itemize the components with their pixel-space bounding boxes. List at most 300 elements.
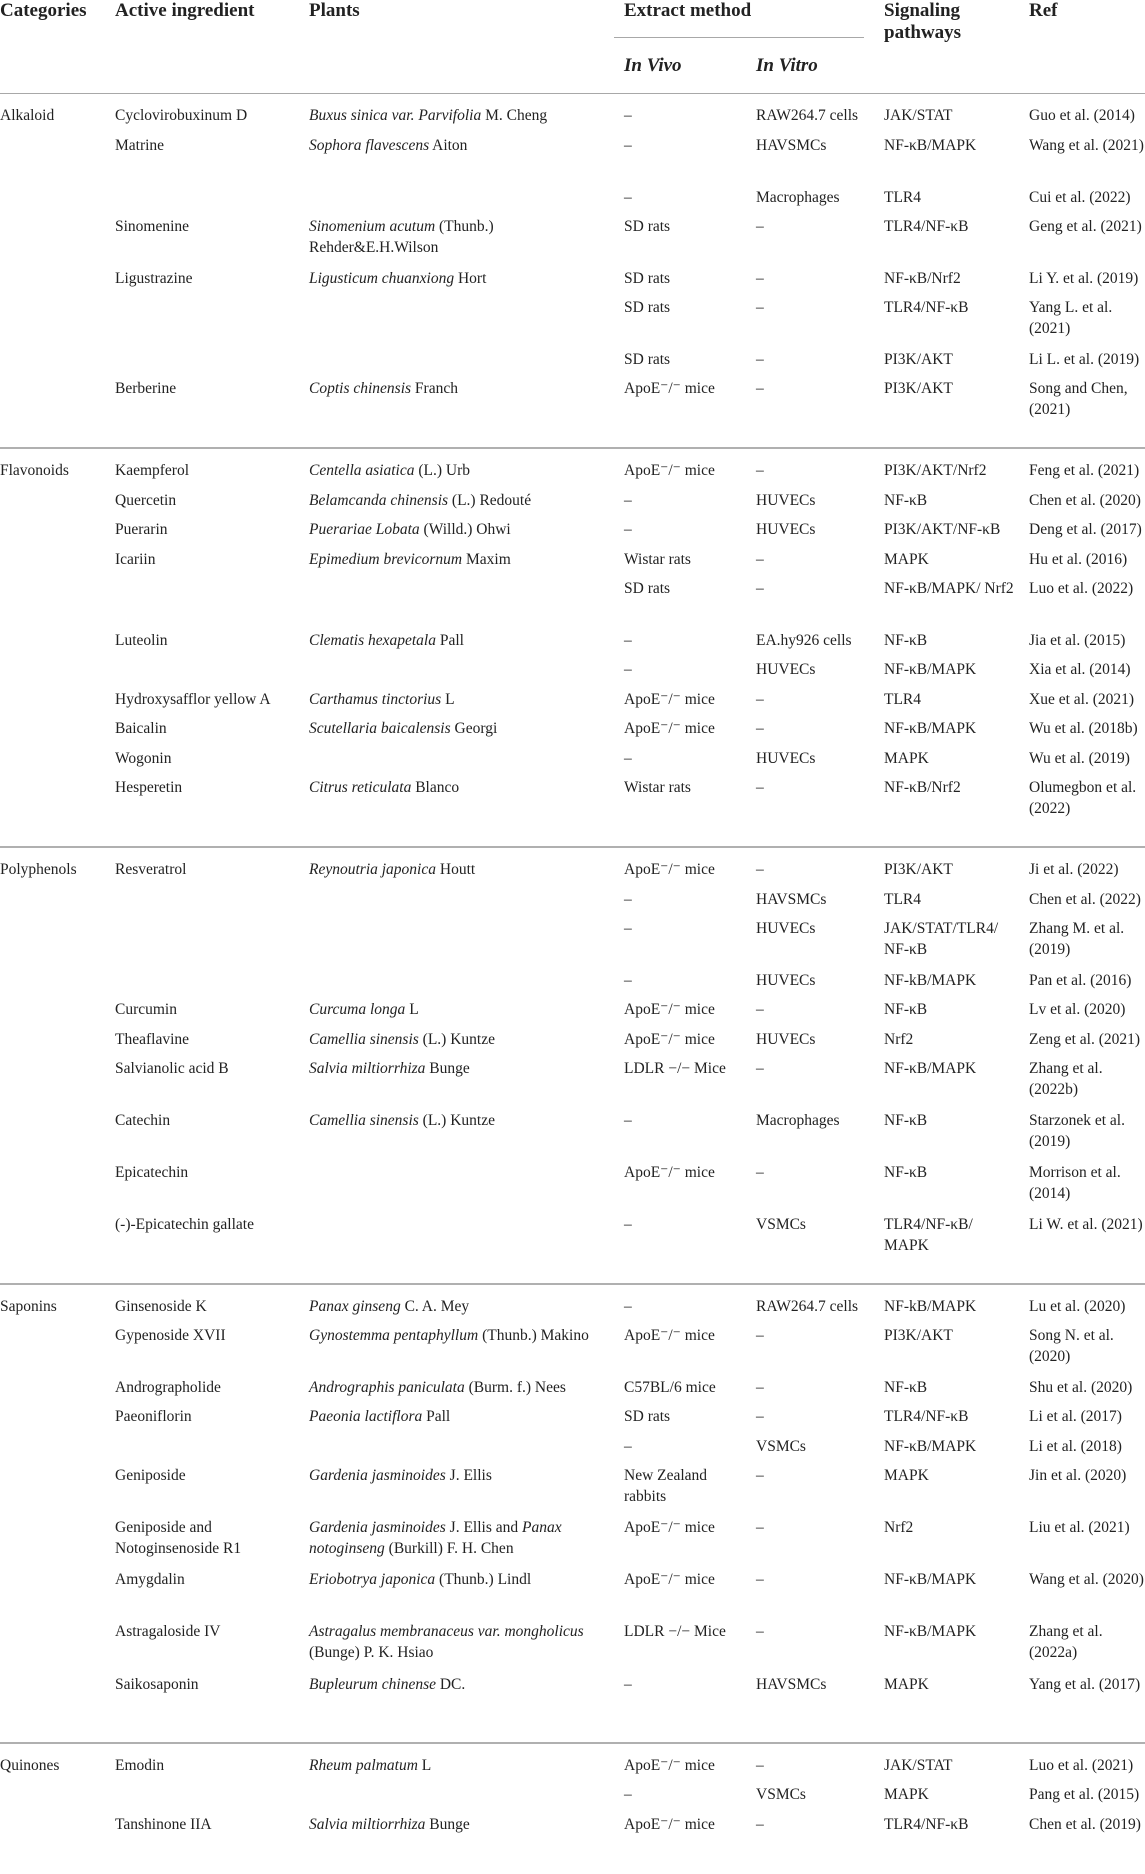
plant-authority: Pall	[422, 1408, 451, 1425]
plant-species-name: Gardenia jasminoides	[309, 1467, 446, 1484]
signaling-pathway-cell: TLR4/NF-κB	[884, 1816, 969, 1833]
reference-cell: Zhang et al. (2022a)	[1029, 1623, 1103, 1661]
active-ingredient-cell: Epicatechin	[115, 1164, 189, 1181]
in-vitro-cell: –	[756, 1571, 764, 1588]
reference-cell: Luo et al. (2022)	[1029, 580, 1134, 597]
in-vitro-cell: –	[756, 691, 764, 708]
in-vitro-cell: RAW264.7 cells	[756, 107, 859, 124]
in-vitro-cell: –	[756, 1379, 764, 1396]
active-ingredient-cell: Luteolin	[115, 632, 168, 649]
in-vitro-cell: –	[756, 351, 764, 368]
in-vivo-cell: LDLR −/− Mice	[624, 1623, 726, 1640]
plant-authority: (L.) Kuntze	[418, 1112, 495, 1129]
plant-species-name: Carthamus tinctorius	[309, 691, 442, 708]
plant-species-name: Astragalus membranaceus var. mongholicus	[309, 1623, 584, 1640]
reference-cell: Lv et al. (2020)	[1029, 1001, 1126, 1018]
category-cell: Quinones	[0, 1757, 60, 1774]
active-ingredient-cell: Berberine	[115, 380, 177, 397]
table-row	[0, 1814, 1145, 1874]
plant-cell	[309, 460, 614, 481]
in-vitro-cell: VSMCs	[756, 1438, 806, 1455]
in-vitro-cell: –	[756, 1164, 764, 1181]
signaling-pathway-cell: NF-κB/MAPK	[884, 720, 977, 737]
in-vivo-cell: SD rats	[624, 580, 671, 597]
reference-cell: Deng et al. (2017)	[1029, 521, 1142, 538]
plant-cell	[309, 1674, 614, 1695]
reference-cell: Zeng et al. (2021)	[1029, 1031, 1141, 1048]
in-vivo-cell: ApoE⁻/⁻ mice	[624, 1816, 715, 1833]
signaling-pathway-cell: PI3K/AKT/Nrf2	[884, 462, 987, 479]
plant-cell	[309, 1325, 614, 1346]
active-ingredient-cell: Hesperetin	[115, 779, 183, 796]
header-signaling-line1: Signaling	[884, 0, 961, 21]
signaling-pathway-cell: PI3K/AKT	[884, 861, 953, 878]
plant-authority: (L.) Kuntze	[418, 1031, 495, 1048]
in-vivo-cell: ApoE⁻/⁻ mice	[624, 1571, 715, 1588]
active-ingredient-cell: Emodin	[115, 1757, 165, 1774]
reference-cell: Guo et al. (2014)	[1029, 107, 1135, 124]
plant-cell	[309, 1517, 614, 1559]
in-vitro-cell: –	[756, 1060, 764, 1077]
in-vivo-cell: ApoE⁻/⁻ mice	[624, 1001, 715, 1018]
plant-authority: (Bunge) P. K. Hsiao	[309, 1644, 434, 1661]
signaling-pathway-cell: TLR4	[884, 691, 922, 708]
signaling-pathway-cell: PI3K/AKT	[884, 351, 953, 368]
plant-species-name: Scutellaria baicalensis	[309, 720, 451, 737]
reference-cell: Li et al. (2018)	[1029, 1438, 1122, 1455]
signaling-pathway-cell: NF-κB	[884, 492, 928, 509]
reference-cell: Wu et al. (2018b)	[1029, 720, 1138, 737]
signaling-pathway-cell: Nrf2	[884, 1519, 914, 1536]
table-row	[0, 1517, 1145, 1577]
plant-authority: Bunge	[425, 1060, 470, 1077]
active-ingredient-cell: Resveratrol	[115, 861, 187, 878]
table-row	[0, 777, 1145, 837]
header-signaling-line2: pathways	[884, 22, 962, 43]
plant-species-name: Gynostemma pentaphyllum	[309, 1327, 479, 1344]
in-vivo-cell: ApoE⁻/⁻ mice	[624, 1031, 715, 1048]
in-vivo-cell: ApoE⁻/⁻ mice	[624, 462, 715, 479]
in-vitro-cell: HUVECs	[756, 521, 816, 538]
reference-cell: Li et al. (2017)	[1029, 1408, 1122, 1425]
in-vivo-cell: SD rats	[624, 351, 671, 368]
header-categories: Categories	[0, 0, 87, 21]
reference-cell: Wang et al. (2021)	[1029, 137, 1144, 154]
extract-method-rule	[614, 37, 864, 38]
in-vivo-cell: ApoE⁻/⁻ mice	[624, 691, 715, 708]
plant-species-name: Epimedium brevicornum	[309, 551, 463, 568]
plant-authority: Pall	[436, 632, 464, 649]
reference-cell: Jin et al. (2020)	[1029, 1467, 1127, 1484]
reference-cell: Shu et al. (2020)	[1029, 1379, 1133, 1396]
plant-species-name: Ligusticum chuanxiong	[309, 270, 455, 287]
reference-cell: Pan et al. (2016)	[1029, 972, 1132, 989]
in-vitro-cell: –	[756, 462, 764, 479]
signaling-pathway-cell: NF-κB	[884, 1112, 928, 1129]
signaling-pathway-cell: TLR4/NF-κB	[884, 218, 969, 235]
in-vivo-cell: –	[624, 750, 632, 767]
plant-cell	[309, 1110, 614, 1131]
plant-cell	[309, 1621, 614, 1663]
reference-cell: Ji et al. (2022)	[1029, 861, 1119, 878]
signaling-pathway-cell: JAK/STAT	[884, 107, 953, 124]
plant-authority: M. Cheng	[481, 107, 548, 124]
plant-cell	[309, 216, 614, 258]
plant-cell	[309, 1377, 614, 1398]
plant-authority: L	[405, 1001, 419, 1018]
in-vitro-cell: –	[756, 1467, 764, 1484]
header-ref: Ref	[1029, 0, 1058, 21]
plant-cell	[309, 999, 614, 1020]
in-vivo-cell: ApoE⁻/⁻ mice	[624, 1327, 715, 1344]
active-ingredient-cell: Curcumin	[115, 1001, 177, 1018]
in-vivo-cell: –	[624, 137, 632, 154]
plant-authority: (Thunb.) Rehder&E.H.Wilson	[309, 218, 494, 256]
active-ingredient-cell: Cyclovirobuxinum D	[115, 107, 248, 124]
in-vivo-cell: –	[624, 632, 632, 649]
plant-species-name: Reynoutria japonica	[309, 861, 436, 878]
active-ingredient-cell: Matrine	[115, 137, 165, 154]
category-cell: Polyphenols	[0, 861, 77, 878]
active-ingredient-cell: Baicalin	[115, 720, 167, 737]
plant-authority: Hort	[454, 270, 487, 287]
category-separator-rule	[0, 1742, 1145, 1744]
plant-authority: (L.) Redouté	[448, 492, 532, 509]
in-vitro-cell: HUVECs	[756, 750, 816, 767]
in-vivo-cell: –	[624, 920, 632, 937]
table-row	[0, 1162, 1145, 1222]
in-vivo-cell: –	[624, 1676, 632, 1693]
in-vivo-cell: C57BL/6 mice	[624, 1379, 716, 1396]
active-ingredient-cell: Amygdalin	[115, 1571, 185, 1588]
signaling-pathway-cell: NF-κB	[884, 1001, 928, 1018]
in-vitro-cell: –	[756, 720, 764, 737]
plant-authority: (Burm. f.) Nees	[464, 1379, 566, 1396]
plant-cell	[309, 630, 614, 651]
signaling-pathway-cell: PI3K/AKT/NF-κB	[884, 521, 1001, 538]
active-ingredient-cell: Theaflavine	[115, 1031, 190, 1048]
signaling-pathway-cell: NF-κB	[884, 632, 928, 649]
active-ingredient-cell: Hydroxysafflor yellow A	[115, 691, 271, 708]
reference-cell: Li Y. et al. (2019)	[1029, 270, 1139, 287]
header-bottom-rule	[0, 93, 1145, 94]
active-ingredient-cell: Astragaloside IV	[115, 1623, 221, 1640]
plant-cell	[309, 1296, 614, 1317]
signaling-pathway-cell: TLR4	[884, 189, 922, 206]
plant-authority: (Burkill) F. H. Chen	[384, 1540, 514, 1557]
active-ingredient-cell: Puerarin	[115, 521, 168, 538]
plant-cell	[309, 1406, 614, 1427]
plant-authority: (Willd.) Ohwi	[419, 521, 511, 538]
reference-cell: Yang L. et al. (2021)	[1029, 299, 1113, 337]
in-vitro-cell: HAVSMCs	[756, 891, 827, 908]
in-vitro-cell: Macrophages	[756, 1112, 840, 1129]
plant-authority: L	[441, 691, 455, 708]
in-vitro-cell: –	[756, 299, 764, 316]
reference-cell: Feng et al. (2021)	[1029, 462, 1140, 479]
reference-cell: Zhang M. et al. (2019)	[1029, 920, 1125, 958]
in-vivo-cell: –	[624, 521, 632, 538]
signaling-pathway-cell: MAPK	[884, 1676, 929, 1693]
active-ingredient-cell: Andrographolide	[115, 1379, 221, 1396]
plant-authority: Houtt	[436, 861, 476, 878]
in-vivo-cell: –	[624, 1112, 632, 1129]
plant-authority: Bunge	[425, 1816, 470, 1833]
signaling-pathway-cell: TLR4	[884, 891, 922, 908]
active-ingredient-cell: Geniposide and Notoginsenoside R1	[115, 1519, 242, 1557]
active-ingredient-cell: Quercetin	[115, 492, 177, 509]
in-vitro-cell: –	[756, 580, 764, 597]
signaling-pathway-cell: TLR4/NF-κB	[884, 1408, 969, 1425]
in-vivo-cell: SD rats	[624, 1408, 671, 1425]
table-row	[0, 1674, 1145, 1734]
plant-cell	[309, 105, 614, 126]
plant-authority: (L.) Urb	[414, 462, 471, 479]
in-vivo-cell: –	[624, 189, 632, 206]
signaling-pathway-cell: MAPK	[884, 1467, 929, 1484]
plant-cell	[309, 378, 614, 399]
reference-cell: Wang et al. (2020)	[1029, 1571, 1144, 1588]
active-ingredient-cell: Geniposide	[115, 1467, 186, 1484]
reference-cell: Chen et al. (2022)	[1029, 891, 1141, 908]
in-vitro-cell: HAVSMCs	[756, 1676, 827, 1693]
signaling-pathway-cell: JAK/STAT	[884, 1757, 953, 1774]
in-vivo-cell: –	[624, 1216, 632, 1233]
plant-cell	[309, 1029, 614, 1050]
plant-cell	[309, 859, 614, 880]
in-vitro-cell: –	[756, 1408, 764, 1425]
in-vitro-cell: HUVECs	[756, 1031, 816, 1048]
signaling-pathway-cell: PI3K/AKT	[884, 380, 953, 397]
header-extract-method: Extract method	[624, 0, 752, 21]
in-vivo-cell: ApoE⁻/⁻ mice	[624, 1164, 715, 1181]
plant-cell	[309, 268, 614, 289]
plant-authority: L	[417, 1757, 432, 1774]
category-separator-rule	[0, 846, 1145, 848]
table-row	[0, 918, 1145, 978]
active-ingredient-cell: Catechin	[115, 1112, 171, 1129]
plant-authority: J. Ellis	[445, 1467, 492, 1484]
in-vivo-cell: –	[624, 661, 632, 678]
active-ingredient-cell: Sinomenine	[115, 218, 190, 235]
active-ingredient-cell: Saikosaponin	[115, 1676, 199, 1693]
reference-cell: Starzonek et al. (2019)	[1029, 1112, 1125, 1150]
in-vitro-cell: –	[756, 270, 764, 287]
in-vitro-cell: –	[756, 1816, 764, 1833]
reference-cell: Cui et al. (2022)	[1029, 189, 1131, 206]
in-vivo-cell: SD rats	[624, 218, 671, 235]
plant-authority: (Thunb.) Makino	[478, 1327, 589, 1344]
reference-cell: Song and Chen, (2021)	[1029, 380, 1128, 418]
plant-cell	[309, 490, 614, 511]
active-ingredient-cell: Gypenoside XVII	[115, 1327, 226, 1344]
in-vitro-cell: EA.hy926 cells	[756, 632, 852, 649]
signaling-pathway-cell: NF-κB/MAPK	[884, 137, 977, 154]
in-vivo-cell: –	[624, 492, 632, 509]
signaling-pathway-cell: NF-κB/MAPK	[884, 661, 977, 678]
plant-species-name: Curcuma longa	[309, 1001, 406, 1018]
in-vitro-cell: –	[756, 779, 764, 796]
plant-cell	[309, 135, 614, 156]
in-vivo-cell: Wistar rats	[624, 779, 691, 796]
reference-cell: Hu et al. (2016)	[1029, 551, 1128, 568]
active-ingredient-cell: Paeoniflorin	[115, 1408, 192, 1425]
reference-cell: Li W. et al. (2021)	[1029, 1216, 1143, 1233]
in-vitro-cell: –	[756, 551, 764, 568]
in-vivo-cell: ApoE⁻/⁻ mice	[624, 861, 715, 878]
reference-cell: Liu et al. (2021)	[1029, 1519, 1130, 1536]
plant-species-name: Camellia sinensis	[309, 1112, 419, 1129]
plant-species-name: Rheum palmatum	[309, 1757, 418, 1774]
in-vivo-cell: –	[624, 107, 632, 124]
signaling-pathway-cell: MAPK	[884, 551, 929, 568]
in-vivo-cell: New Zealand rabbits	[624, 1467, 708, 1505]
signaling-pathway-cell: TLR4/NF-κB/ MAPK	[884, 1216, 973, 1254]
in-vitro-cell: –	[756, 1519, 764, 1536]
table-row	[0, 1058, 1145, 1118]
active-ingredient-cell: Kaempferol	[115, 462, 190, 479]
table-row	[0, 1325, 1145, 1385]
signaling-pathway-cell: PI3K/AKT	[884, 1327, 953, 1344]
plant-authority: DC.	[435, 1676, 466, 1693]
signaling-pathway-cell: NF-κB	[884, 1379, 928, 1396]
plant-species-name: Buxus sinica var. Parvifolia	[309, 107, 482, 124]
reference-cell: Chen et al. (2019)	[1029, 1816, 1141, 1833]
in-vitro-cell: –	[756, 1757, 764, 1774]
plant-species-name: Eriobotrya japonica	[309, 1571, 436, 1588]
plant-species-name: Camellia sinensis	[309, 1031, 419, 1048]
plant-species-name: Panax notoginseng	[309, 1519, 562, 1557]
reference-cell: Olumegbon et al. (2022)	[1029, 779, 1137, 817]
plant-species-name: Bupleurum chinense	[309, 1676, 436, 1693]
header-in-vitro: In Vitro	[756, 55, 818, 76]
in-vivo-cell: –	[624, 1786, 632, 1803]
category-cell: Flavonoids	[0, 462, 69, 479]
in-vivo-cell: SD rats	[624, 270, 671, 287]
in-vitro-cell: –	[756, 861, 764, 878]
active-ingredient-cell: Ligustrazine	[115, 270, 193, 287]
category-separator-rule	[0, 447, 1145, 449]
in-vitro-cell: Macrophages	[756, 189, 840, 206]
in-vivo-cell: ApoE⁻/⁻ mice	[624, 720, 715, 737]
plant-authority: Franch	[411, 380, 458, 397]
signaling-pathway-cell: NF-κB/MAPK	[884, 1060, 977, 1077]
table-row	[0, 297, 1145, 357]
reference-cell: Zhang et al. (2022b)	[1029, 1060, 1103, 1098]
header-in-vivo: In Vivo	[624, 55, 682, 76]
plant-authority: Aiton	[429, 137, 468, 154]
table-row	[0, 135, 1145, 195]
table-row	[0, 1621, 1145, 1681]
signaling-pathway-cell: NF-κB/MAPK	[884, 1438, 977, 1455]
plant-cell	[309, 1755, 614, 1776]
plant-species-name: Salvia miltiorrhiza	[309, 1816, 426, 1833]
in-vitro-cell: –	[756, 1327, 764, 1344]
reference-cell: Geng et al. (2021)	[1029, 218, 1142, 235]
plant-species-name: Paeonia lactiflora	[309, 1408, 423, 1425]
in-vivo-cell: –	[624, 1438, 632, 1455]
reference-cell: Chen et al. (2020)	[1029, 492, 1141, 509]
signaling-pathway-cell: NF-κB/Nrf2	[884, 779, 961, 796]
signaling-pathway-cell: MAPK	[884, 1786, 929, 1803]
reference-cell: Jia et al. (2015)	[1029, 632, 1126, 649]
table-row	[0, 1569, 1145, 1629]
plant-cell	[309, 1465, 614, 1486]
signaling-pathway-cell: Nrf2	[884, 1031, 914, 1048]
in-vivo-cell: LDLR −/− Mice	[624, 1060, 726, 1077]
plant-authority: Georgi	[450, 720, 498, 737]
in-vivo-cell: –	[624, 972, 632, 989]
reference-cell: Xue et al. (2021)	[1029, 691, 1135, 708]
table-row	[0, 378, 1145, 438]
plant-species-name: Sophora flavescens	[309, 137, 430, 154]
in-vitro-cell: –	[756, 218, 764, 235]
signaling-pathway-cell: NF-kB/MAPK	[884, 1298, 977, 1315]
plant-authority: Maxim	[462, 551, 511, 568]
signaling-pathway-cell: NF-κB/Nrf2	[884, 270, 961, 287]
signaling-pathway-cell: NF-kB/MAPK	[884, 972, 977, 989]
in-vitro-cell: HUVECs	[756, 661, 816, 678]
plant-cell	[309, 777, 614, 798]
category-separator-rule	[0, 1283, 1145, 1285]
signaling-pathway-cell: MAPK	[884, 750, 929, 767]
in-vivo-cell: –	[624, 891, 632, 908]
plant-species-name: Panax ginseng	[309, 1298, 401, 1315]
signaling-pathway-cell: NF-κB/MAPK	[884, 1623, 977, 1640]
category-cell: Saponins	[0, 1298, 57, 1315]
signaling-pathway-cell: NF-κB/MAPK/ Nrf2	[884, 580, 1014, 597]
plant-cell	[309, 1058, 614, 1079]
reference-cell: Song N. et al. (2020)	[1029, 1327, 1114, 1365]
in-vitro-cell: –	[756, 380, 764, 397]
plant-species-name: Sinomenium acutum	[309, 218, 436, 235]
in-vitro-cell: VSMCs	[756, 1786, 806, 1803]
table-row	[0, 578, 1145, 638]
plant-cell	[309, 689, 614, 710]
plant-species-name: Puerariae Lobata	[309, 521, 420, 538]
in-vitro-cell: –	[756, 1001, 764, 1018]
table-row	[0, 1465, 1145, 1525]
plant-authority: Blanco	[411, 779, 460, 796]
active-ingredient-cell: (-)-Epicatechin gallate	[115, 1216, 254, 1233]
signaling-pathway-cell: NF-κB/MAPK	[884, 1571, 977, 1588]
signaling-pathway-cell: TLR4/NF-κB	[884, 299, 969, 316]
reference-cell: Xia et al. (2014)	[1029, 661, 1131, 678]
in-vitro-cell: –	[756, 1623, 764, 1640]
active-ingredient-cell: Salvianolic acid B	[115, 1060, 229, 1077]
in-vivo-cell: Wistar rats	[624, 551, 691, 568]
in-vitro-cell: HUVECs	[756, 920, 816, 937]
active-ingredient-cell: Icariin	[115, 551, 156, 568]
header-active-ingredient: Active ingredient	[115, 0, 255, 21]
plant-species-name: Belamcanda chinensis	[309, 492, 449, 509]
in-vivo-cell: ApoE⁻/⁻ mice	[624, 1519, 715, 1536]
plant-cell	[309, 718, 614, 739]
active-ingredient-cell: Wogonin	[115, 750, 172, 767]
plant-species-name: Citrus reticulata	[309, 779, 412, 796]
active-ingredient-cell: Tanshinone IIA	[115, 1816, 212, 1833]
signaling-pathway-cell: NF-κB	[884, 1164, 928, 1181]
in-vivo-cell: –	[624, 1298, 632, 1315]
active-ingredient-cell: Ginsenoside K	[115, 1298, 207, 1315]
in-vitro-cell: VSMCs	[756, 1216, 806, 1233]
plant-species-name: Andrographis paniculata	[309, 1379, 465, 1396]
in-vitro-cell: HAVSMCs	[756, 137, 827, 154]
reference-cell: Li L. et al. (2019)	[1029, 351, 1140, 368]
header-plants: Plants	[309, 0, 360, 21]
reference-cell: Lu et al. (2020)	[1029, 1298, 1126, 1315]
in-vitro-cell: HUVECs	[756, 972, 816, 989]
